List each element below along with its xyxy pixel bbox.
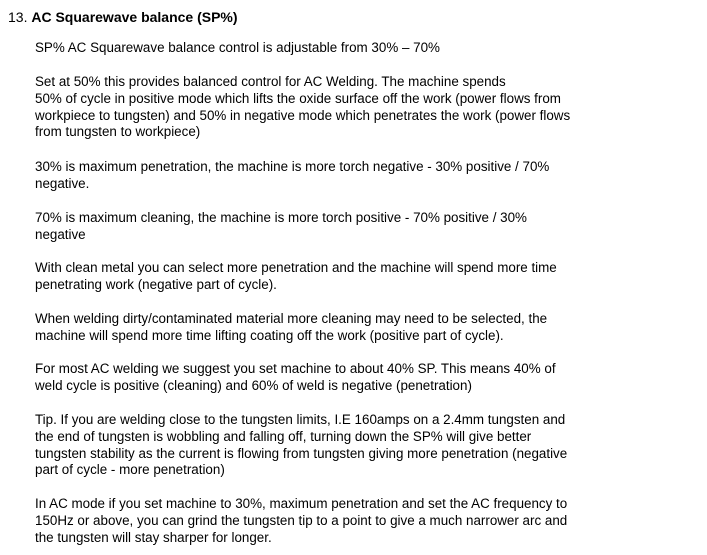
paragraph-line: 30% is maximum penetration, the machine is more torch negative - 30% positive / 70% [35,159,550,174]
section-number: 13. [8,9,28,25]
paragraph-line: machine will spend more time lifting coating off the work (positive part of cycle). [35,327,504,343]
paragraph-suggested-setting [35,361,655,395]
section-title: AC Squarewave balance (SP%) [31,9,238,25]
paragraph-line: part of cycle - more penetration) [35,462,225,478]
paragraph-line: negative. [35,175,90,191]
paragraph-line: For most AC welding we suggest you set machine to about 40% SP. This means 40% of [35,361,556,376]
paragraph-line: from tungsten to workpiece) [35,124,201,140]
section-heading [8,8,238,26]
paragraph-line: workpiece to tungsten) and 50% in negative mode which penetrates the work (power flows [35,107,571,123]
paragraph-balanced-control [35,74,655,141]
paragraph-line: tungsten stability as the current is flowing from tungsten giving more penetration (negative [35,445,568,461]
paragraph-line: 70% is maximum cleaning, the machine is more torch positive - 70% positive / 30% [35,210,527,225]
paragraph-line: weld cycle is positive (cleaning) and 60% of weld is negative (penetration) [35,377,472,393]
paragraph-line: With clean metal you can select more penetration and the machine will spend more time [35,260,557,275]
paragraph-line: 150Hz or above, you can grind the tungsten tip to a point to give a much narrower arc and [35,512,568,528]
paragraph-line: When welding dirty/contaminated material more cleaning may need to be selected, the [35,311,548,326]
paragraph-line: Set at 50% this provides balanced control for AC Welding. The machine spends [35,74,506,89]
paragraph-max-cleaning [35,210,655,244]
paragraph-line: negative [35,226,86,242]
paragraph-line: the end of tungsten is wobbling and falling off, turning down the SP% will give better [35,428,532,444]
paragraph-ac-mode [35,496,655,546]
paragraph-line: the tungsten will stay sharper for longer. [35,529,272,545]
paragraph-line: In AC mode if you set machine to 30%, maximum penetration and set the AC frequency to [35,496,568,511]
paragraph-max-penetration [35,159,655,193]
paragraph-clean-metal [35,260,655,294]
paragraph-tip [35,412,655,479]
paragraph-line: SP% AC Squarewave balance control is adjustable from 30% – 70% [35,40,440,55]
paragraph-line: 50% of cycle in positive mode which lifts the oxide surface off the work (power flows from [35,90,561,106]
paragraph-dirty-material [35,311,655,345]
paragraph-line: Tip. If you are welding close to the tungsten limits, I.E 160amps on a 2.4mm tungsten and [35,412,566,427]
paragraph-adjustable-range [35,40,655,57]
paragraph-line: penetrating work (negative part of cycle). [35,276,277,292]
